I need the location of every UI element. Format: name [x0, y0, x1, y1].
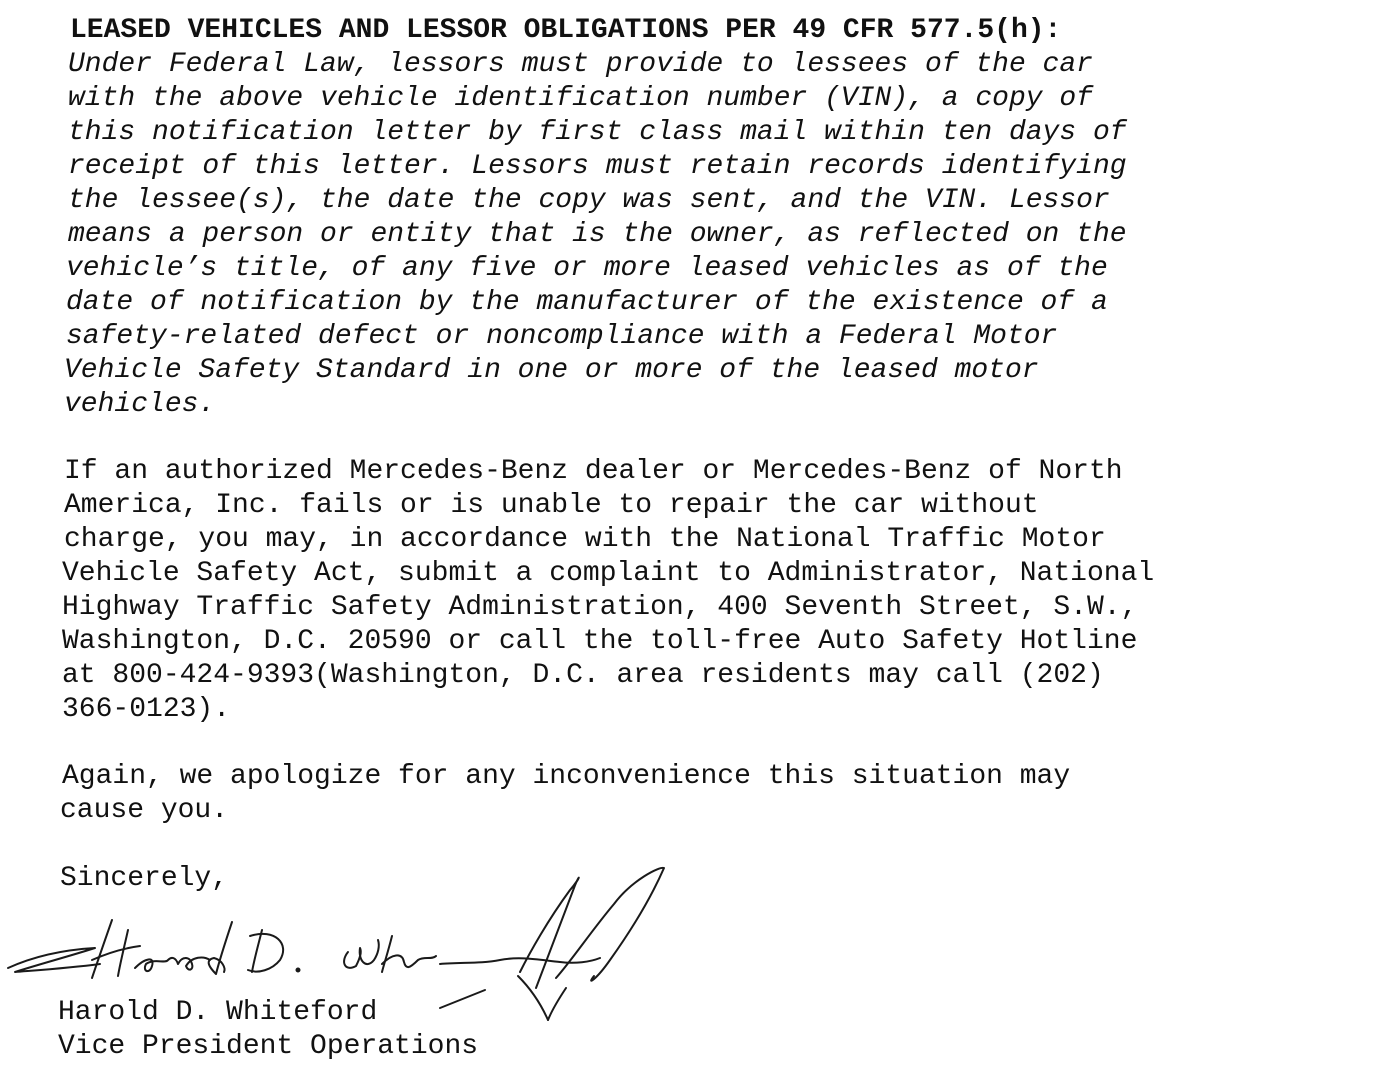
lessor-paragraph-line: Vehicle Safety Standard in one or more of the leased motor — [64, 355, 1039, 386]
complaint-paragraph-line: 366-0123). — [62, 694, 231, 725]
lessor-paragraph-line: safety-related defect or noncompliance with a Federal Motor — [66, 321, 1058, 352]
lessor-paragraph-line: vehicles. — [64, 389, 216, 420]
lessor-paragraph-line: means a person or entity that is the owner, as reflected on the — [68, 219, 1127, 250]
apology-paragraph-line: cause you. — [60, 795, 229, 826]
closing-salutation: Sincerely, — [60, 863, 229, 894]
lessor-paragraph-line: date of notification by the manufacturer of the existence of a — [66, 287, 1108, 318]
lessor-paragraph-line: vehicle’s title, of any five or more leased vehicles as of the — [66, 253, 1108, 284]
signer-name: Harold D. Whiteford — [58, 997, 378, 1028]
complaint-paragraph-line: America, Inc. fails or is unable to repair the car without — [64, 490, 1039, 521]
lessor-paragraph-line: this notification letter by first class mail within ten days of — [68, 117, 1127, 148]
signer-title: Vice President Operations — [58, 1031, 479, 1062]
complaint-paragraph-line: charge, you may, in accordance with the National Traffic Motor — [64, 524, 1106, 555]
lessor-paragraph-line: receipt of this letter. Lessors must retain records identifying — [68, 151, 1127, 182]
notice-heading: LEASED VEHICLES AND LESSOR OBLIGATIONS PER 49 CFR 577.5(h): — [70, 15, 1062, 46]
lessor-paragraph-line: Under Federal Law, lessors must provide to lessees of the car — [68, 49, 1093, 80]
complaint-paragraph-line: Washington, D.C. 20590 or call the toll-free Auto Safety Hotline — [62, 626, 1138, 657]
complaint-paragraph-line: at 800-424-9393(Washington, D.C. area residents may call (202) — [62, 660, 1104, 691]
apology-paragraph-line: Again, we apologize for any inconvenience this situation may — [62, 761, 1071, 792]
complaint-paragraph-line: Vehicle Safety Act, submit a complaint to Administrator, National — [62, 558, 1155, 589]
complaint-paragraph-line: Highway Traffic Safety Administration, 400 Seventh Street, S.W., — [62, 592, 1138, 623]
lessor-paragraph-line: with the above vehicle identification number (VIN), a copy of — [68, 83, 1093, 114]
complaint-paragraph-line: If an authorized Mercedes-Benz dealer or Mercedes-Benz of North — [64, 456, 1123, 487]
lessor-paragraph-line: the lessee(s), the date the copy was sent, and the VIN. Lessor — [68, 185, 1110, 216]
